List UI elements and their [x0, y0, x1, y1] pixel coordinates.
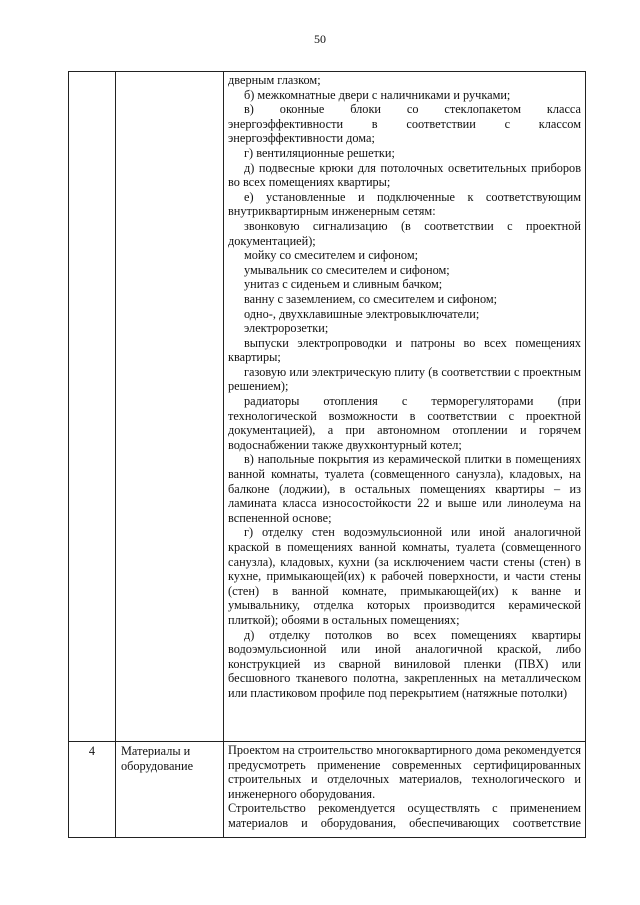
paragraph: звонковую сигнализацию (в соответствии с проектной документацией);	[228, 218, 581, 248]
paragraph: д) подвесные крюки для потолочных осветительных приборов во всех помещениях квартиры;	[228, 160, 581, 190]
paragraph: Проектом на строительство многоквартирного дома рекомендуется предусмотреть применение современных сертифицированных строительных и отделочных материалов, технологического и инженерного оборудования.	[228, 743, 581, 801]
row-name-cell: Материалы и оборудование	[116, 742, 224, 838]
paragraph: газовую или электрическую плиту (в соответствии с проектным решением);	[228, 364, 581, 394]
paragraph: ванну с заземлением, со смесителем и сифоном;	[244, 291, 498, 306]
paragraph: г) вентиляционные решетки;	[244, 145, 395, 160]
paragraph: одно-, двухклавишные электровыключатели;	[244, 306, 480, 321]
paragraph: б) межкомнатные двери с наличниками и ручками;	[244, 87, 511, 102]
paragraph: электророзетки;	[244, 321, 329, 336]
row-number-cell	[69, 72, 116, 742]
paragraph: умывальник со смесителем и сифоном;	[244, 262, 450, 277]
paragraph: г) отделку стен водоэмульсионной или иной аналогичной краской в помещениях ванной комнаты, туалета (совмещенного санузла), кладовых, кухни (за исключением части стены (стен) в кухне, примыкающей(их) к рабочей поверхности, и части стены (стен) в ванной комнате, примыкающей(их) к ванне и умывальнику, отделка которых производится керамической плиткой); обоями в остальных помещениях;	[228, 525, 581, 627]
paragraph: в) оконные блоки со стеклопакетом класса энергоэффективности в соответствии с классом энергоэффективности дома;	[228, 102, 581, 146]
paragraph: мойку со смесителем и сифоном;	[244, 248, 419, 263]
paragraph: Строительство рекомендуется осуществлять с применением материалов и оборудования, обеспечивающих соответствие	[228, 801, 581, 830]
paragraph: е) установленные и подключенные к соответствующим внутриквартирным инженерным сетям:	[228, 189, 581, 219]
table-row	[69, 72, 586, 742]
paragraph: выпуски электропроводки и патроны во всех помещениях квартиры;	[228, 335, 581, 365]
row-description-cell	[224, 742, 586, 838]
description-text	[228, 743, 581, 831]
paragraph: в) напольные покрытия из керамической плитки в помещениях ванной комнаты, туалета (совмещенного санузла), кладовых, на балконе (лоджии), в остальных помещениях квартиры – из ламината класса износостойкости 22 и выше или линолеума на вспененной основе;	[228, 452, 581, 525]
description-text	[228, 73, 581, 701]
table-row	[69, 742, 586, 838]
row-description-cell	[224, 72, 586, 742]
requirements-table	[68, 71, 586, 838]
row-name-cell	[116, 72, 224, 742]
row-number-cell: 4	[69, 742, 116, 838]
paragraph: дверным глазком;	[228, 73, 321, 87]
paragraph: унитаз с сиденьем и сливным бачком;	[244, 277, 443, 292]
page-number: 50	[314, 32, 326, 46]
paragraph: радиаторы отопления с терморегуляторами (при технологической возможности в соответствии с проектной документацией), а при автономном отоплении и горячем водоснабжении также двухконтурный котел;	[228, 394, 581, 452]
paragraph: д) отделку потолков во всех помещениях квартиры водоэмульсионной или иной аналогичной краской, либо конструкцией из сварной виниловой пленки (ПВХ) или бесшовного тканевого полотна, закрепленных на металлическом или пластиковом профиле под перекрытием (натяжные потолки)	[228, 627, 581, 700]
